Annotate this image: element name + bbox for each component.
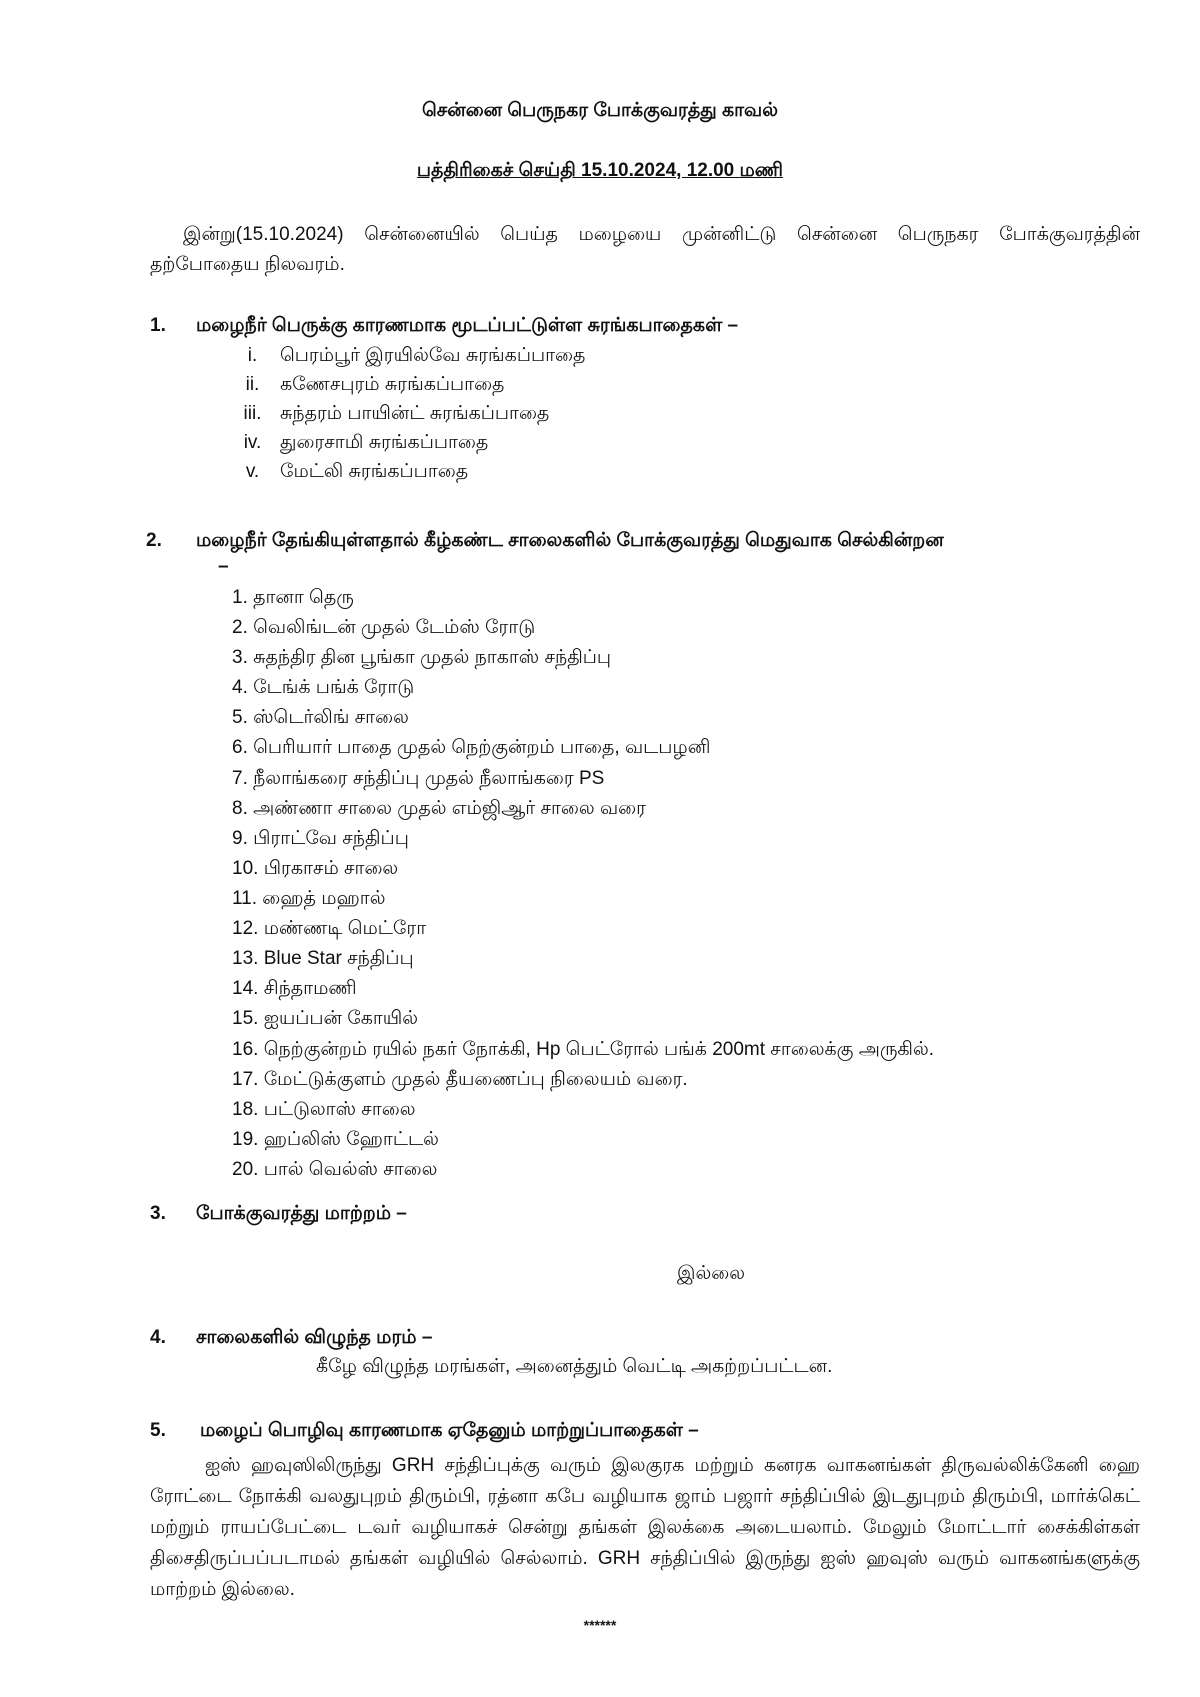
section-heading-text: சாலைகளில் விழுந்த மரம் – bbox=[196, 1327, 433, 1348]
road-list-item: 3. சுதந்திர தின பூங்கா முதல் நாகாஸ் சந்திப்பு bbox=[232, 647, 612, 668]
subway-list-item: v. மேட்லி சுரங்கப்பாதை bbox=[245, 461, 469, 482]
intro-paragraph: இன்று(15.10.2024) சென்னையில் பெய்த மழையை முன்னிட்டு சென்னை பெருநகர போக்குவரத்தின் தற்போதைய நிலவரம். bbox=[150, 224, 1140, 275]
road-list-item: 19. ஹப்லிஸ் ஹோட்டல் bbox=[232, 1129, 439, 1150]
road-list-item: 6. பெரியார் பாதை முதல் நெற்குன்றம் பாதை, வடபழனி bbox=[232, 737, 711, 758]
subway-list-item: iii. சுந்தரம் பாயின்ட் சுரங்கப்பாதை bbox=[243, 403, 550, 424]
road-list-item: 5. ஸ்டெர்லிங் சாலை bbox=[232, 707, 409, 728]
road-list-item: 9. பிராட்வே சந்திப்பு bbox=[232, 828, 409, 849]
section-number: 3. bbox=[150, 1203, 166, 1224]
road-list-item: 2. வெலிங்டன் முதல் டேம்ஸ் ரோடு bbox=[232, 617, 536, 638]
road-list-item: 12. மண்ணடி மெட்ரோ bbox=[232, 918, 427, 939]
section-5-body: ஐஸ் ஹவுஸிலிருந்து GRH சந்திப்புக்கு வரும் இலகுரக மற்றும் கனரக வாகனங்கள் திருவல்லிக்கேனி ஹை ரோட்டை நோக்கி வலதுபுறம் திரும்பி, ரத்னா கபே வழியாக ஜாம் பஜார் சந்திப்பில் இடதுபுறம் திரும்பி, மார்க்கெட் மற்றும் ராயப்பேட்டை டவர் வழியாகச் சென்று தங்கள் இலக்கை அடையலாம். மேலும் மோட்டார் சைக்கிள்கள் திசைதிருப்பப்படாமல் தங்கள் வழியில் செல்லாம். GRH சந்திப்பில் இருந்து ஐஸ் ஹவுஸ் வரும் வாகனங்களுக்கு மாற்றம் இல்லை. bbox=[150, 1455, 1140, 1600]
road-list-item: 16. நெற்குன்றம் ரயில் நகர் நோக்கி, Hp பெட்ரோல் பங்க் 200mt சாலைக்கு அருகில். bbox=[232, 1039, 935, 1060]
section-4-heading bbox=[150, 1327, 432, 1351]
road-list-item: 13. Blue Star சந்திப்பு bbox=[232, 948, 414, 969]
end-of-document-mark: ****** bbox=[583, 1617, 617, 1633]
road-list-item: 4. டேங்க் பங்க் ரோடு bbox=[232, 677, 415, 698]
road-list-item: 17. மேட்டுக்குளம் முதல் தீயணைப்பு நிலையம் வரை. bbox=[232, 1069, 688, 1090]
road-list-item: 1. தானா தெரு bbox=[232, 587, 354, 608]
road-list-item: 14. சிந்தாமணி bbox=[232, 978, 357, 999]
section-heading-text: மழைப் பொழிவு காரணமாக ஏதேனும் மாற்றுப்பாதைகள் – bbox=[200, 1420, 699, 1441]
road-list-item: 20. பால் வெல்ஸ் சாலை bbox=[232, 1159, 438, 1180]
section-3-heading bbox=[150, 1203, 407, 1227]
section-5-heading bbox=[150, 1420, 699, 1444]
section-heading-text: போக்குவரத்து மாற்றம் – bbox=[196, 1203, 407, 1224]
road-list-item: 8. அண்ணா சாலை முதல் எம்ஜிஆர் சாலை வரை bbox=[232, 798, 646, 819]
section-3-body: இல்லை bbox=[677, 1263, 746, 1284]
section-number: 4. bbox=[150, 1327, 166, 1348]
subway-list-item: ii. கணேசபுரம் சுரங்கப்பாதை bbox=[245, 374, 505, 395]
section-heading-text: மழைநீர் பெருக்கு காரணமாக மூடப்பட்டுள்ள சுரங்கபாதைகள் – bbox=[196, 315, 739, 336]
section-2-heading bbox=[146, 530, 944, 554]
document-title: சென்னை பெருநகர போக்குவரத்து காவல் bbox=[421, 100, 779, 121]
press-release-date-line: பத்திரிகைச் செய்தி 15.10.2024, 12.00 மணி bbox=[416, 160, 784, 181]
section-number: 1. bbox=[150, 315, 166, 336]
road-list-item: 10. பிரகாசம் சாலை bbox=[232, 858, 399, 879]
section-number: 2. bbox=[146, 530, 162, 551]
road-list-item: 18. பட்டுலாஸ் சாலை bbox=[232, 1099, 416, 1120]
section-number: 5. bbox=[150, 1420, 166, 1441]
document-subtitle bbox=[0, 160, 1200, 184]
section-heading-dash: – bbox=[218, 556, 229, 577]
road-list-item: 7. நீலாங்கரை சந்திப்பு முதல் நீலாங்கரை PS bbox=[232, 768, 605, 789]
subway-list-item: iv. துரைசாமி சுரங்கப்பாதை bbox=[243, 432, 489, 453]
section-heading-text: மழைநீர் தேங்கியுள்ளதால் கீழ்கண்ட சாலைகளில் போக்குவரத்து மெதுவாக செல்கின்றன bbox=[196, 530, 944, 551]
road-list-item: 11. ஹைத் மஹால் bbox=[232, 888, 386, 909]
road-list-item: 15. ஐயப்பன் கோயில் bbox=[232, 1008, 419, 1029]
section-1-heading bbox=[150, 315, 738, 339]
subway-list-item: i. பெரம்பூர் இரயில்வே சுரங்கப்பாதை bbox=[247, 345, 586, 366]
section-4-body: கீழே விழுந்த மரங்கள், அனைத்தும் வெட்டி அகற்றப்பட்டன. bbox=[316, 1356, 833, 1377]
